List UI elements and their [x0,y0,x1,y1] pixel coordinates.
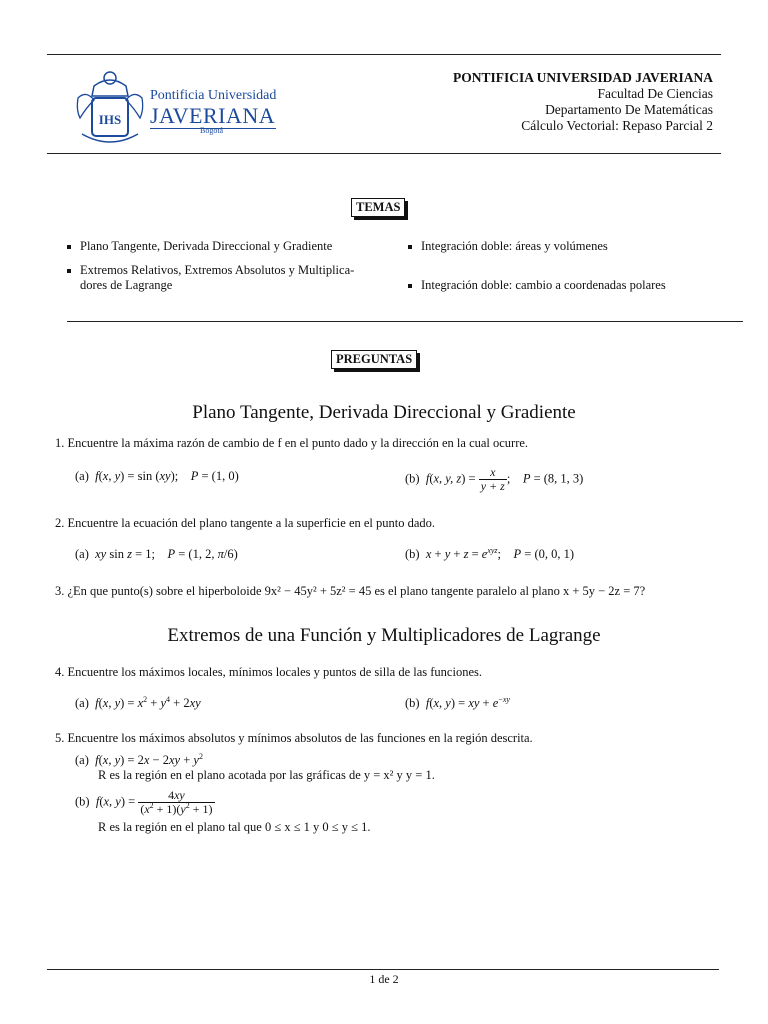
bullet-icon [408,245,412,249]
bullet-icon [67,245,71,249]
question-5b: (b) f(x, y) = $\frac{4xy}{(x^2 + 1)(y^2 + 1)}$ [75,788,213,816]
temas-title: TEMAS [351,198,405,217]
logo-text-javeriana: JAVERIANA [150,103,276,128]
bullet-icon [408,284,412,288]
question-2: 2. Encuentre la ecuación del plano tangente a la superficie en el punto dado. [55,516,436,530]
question-2b: (b) $x + y + z = e^{xyz}$; P = (0, 0, 1) [405,545,575,561]
question-3: 3. ¿En que punto(s) sobre el hiperboloide 9x² − 45y² + 5z² = 45 es el plano tangente paralelo al plano x + 5y − 2z = 7? [55,584,646,598]
section-1-title: Plano Tangente, Derivada Direccional y Gradiente [192,402,576,423]
temas-rule [67,321,743,322]
question-4b: (b) f(x, y) = xy + $e^{-xy}$ [405,694,510,710]
question-5b-region: R es la región en el plano tal que 0 ≤ x ≤ 1 y 0 ≤ y ≤ 1. [98,820,371,834]
question-4: 4. Encuentre los máximos locales, mínimos locales y puntos de silla de las funciones. [55,665,482,679]
tema-item-4: Integración doble: cambio a coordenadas polares [421,278,666,293]
top-rule [47,54,721,55]
crest-icon [72,68,148,148]
university-name: PONTIFICIA UNIVERSIDAD JAVERIANA [452,70,713,85]
question-5a: (a) f(x, $y) = 2x - 2xy + y^2$ [75,751,203,767]
question-1: 1. Encuentre la máxima razón de cambio de f en el punto dado y la dirección en la cual ocurre. [55,436,529,450]
question-1b: (b) f(x, y, z) = $\frac{x}{y + z}$ ; P = (8, 1, 3) [405,465,584,493]
faculty-name: Facultad De Ciencias [597,86,713,101]
header-rule [47,153,721,154]
tema-item-2: Integración doble: áreas y volúmenes [421,239,608,254]
question-5a-region: R es la región en el plano acotada por las gráficas de y = x² y y = 1. [98,768,435,782]
question-5: 5. Encuentre los máximos absolutos y mínimos absolutos de las funciones en la región descrita. [55,731,533,745]
header-info [453,70,713,134]
logo-text-bogota: Bogotá [200,126,224,135]
tema-item-3: Extremos Relativos, Extremos Absolutos y Multiplica- dores de Lagrange [80,263,354,293]
course-name: Cálculo Vectorial: Repaso Parcial 2 [521,118,713,133]
fraction: $\frac{x}{y + z}$ [480,465,505,493]
fraction: $\frac{4xy}{(x^2 + 1)(y^2 + 1)}$ [140,788,213,816]
bullet-icon [67,269,71,273]
preguntas-title: PREGUNTAS [331,350,417,369]
footer-rule [47,969,719,970]
svg-text:IHS: IHS [98,112,122,127]
department-name: Departamento De Matemáticas [545,102,713,117]
question-1a: (a) f(x, y) = sin (xy); P = (1, 0) [75,469,239,483]
question-2a: (a) xy sin z = 1; P = (1, 2, π/6) [75,547,238,561]
logo-text-pontificia: Pontificia Universidad [150,88,277,103]
tema-item-1: Plano Tangente, Derivada Direccional y Gradiente [80,239,332,254]
page-number: 1 de 2 [369,972,399,986]
question-4a: (a) f(x, $y) = x^2 + y^4 + 2xy$ [75,694,201,710]
section-2-title: Extremos de una Función y Multiplicadores de Lagrange [167,625,601,646]
